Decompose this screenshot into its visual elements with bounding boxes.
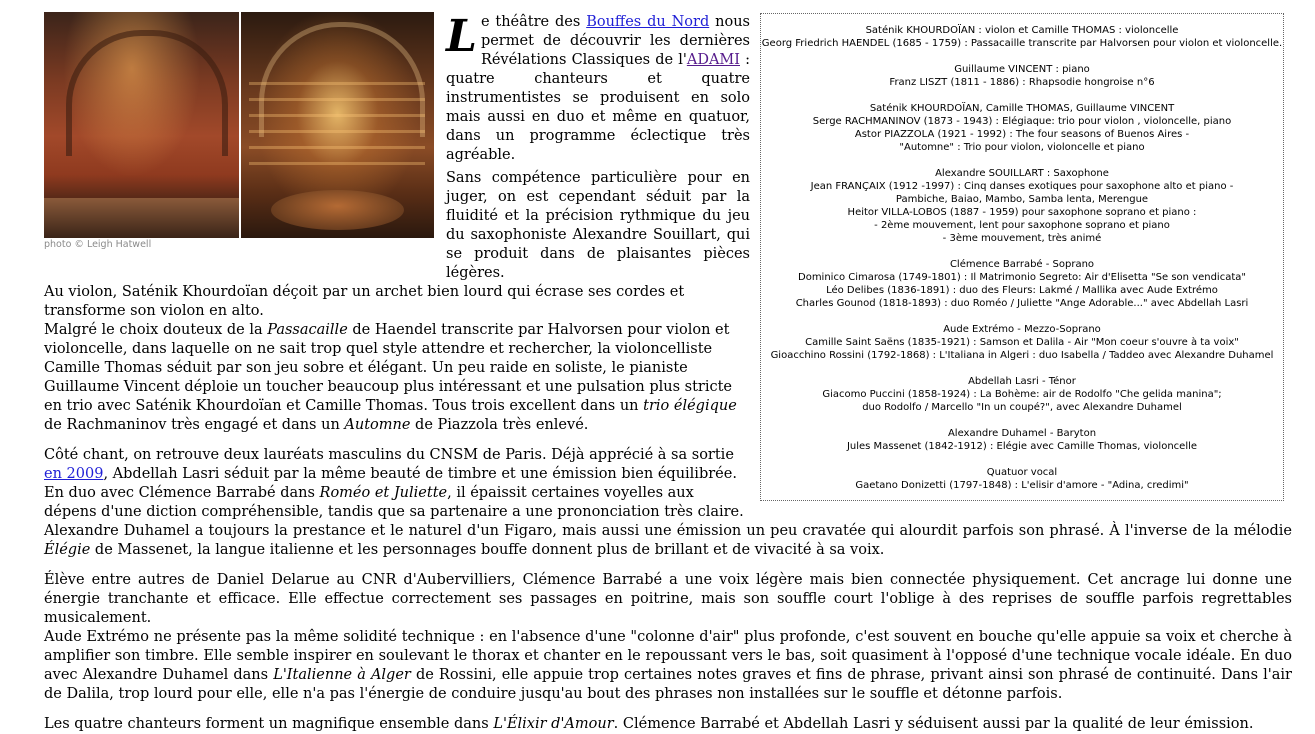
program-line: Saténik KHOURDOÏAN : violon et Camille THOMAS : violoncelle <box>865 25 1179 36</box>
adami-link[interactable]: ADAMI <box>686 52 740 68</box>
program-line: Astor PIAZZOLA (1921 - 1992) : The four seasons of Buenos Aires - <box>854 129 1190 140</box>
program-line: Abdellah Lasri - Ténor <box>968 376 1076 387</box>
program-line: Charles Gounod (1818-1893) : duo Roméo / Juliette "Ange Adorable..." avec Abdellah Lasri <box>795 298 1249 309</box>
program-line: Jean FRANÇAIX (1912 -1997) : Cinq danses exotiques pour saxophone alto et piano - <box>810 181 1234 192</box>
program-line: Jules Massenet (1842-1912) : Elégie avec Camille Thomas, violoncelle <box>846 441 1198 452</box>
program-line: duo Rodolfo / Marcello "In un coupé?", avec Alexandre Duhamel <box>862 402 1182 413</box>
program-group <box>761 167 1283 245</box>
program-line: Serge RACHMANINOV (1873 - 1943) : Elégiaque: trio pour violon , violoncelle, piano <box>812 116 1232 127</box>
program-line: Gioacchino Rossini (1792-1868) : L'Italiana in Algeri : duo Isabella / Taddeo avec Alexandre Duhamel <box>770 350 1274 361</box>
program-group <box>761 63 1283 89</box>
bouffes-du-nord-link[interactable]: Bouffes du Nord <box>586 14 710 30</box>
saxophone-paragraph: Sans compétence particulière pour en juger, on est cependant séduit par la fluidité et la précision rythmique du jeu du saxophoniste Alexandre Souillart, qui se produit dans de plaisantes pièces légères. <box>446 170 750 281</box>
program-line: Gaetano Donizetti (1797-1848) : L'elisir d'amore - "Adina, credimi" <box>855 480 1189 491</box>
photo-credit: photo © Leigh Hatwell <box>44 239 152 250</box>
program-line: Georg Friedrich HAENDEL (1685 - 1759) : Passacaille transcrite par Halvorsen pour violon et violoncelle. <box>761 38 1283 49</box>
program-line: Guillaume VINCENT : piano <box>954 64 1090 75</box>
program-group <box>761 375 1283 414</box>
violin-paragraph: Au violon, Saténik Khourdoïan déçoit par un archet bien lourd qui écrase ses cordes et transforme son violon en alto. <box>44 284 685 319</box>
program-line: Pambiche, Baiao, Mambo, Samba lenta, Merengue <box>895 194 1149 205</box>
program-group <box>761 466 1283 492</box>
barrabe-paragraph: Élève entre autres de Daniel Delarue au CNR d'Aubervilliers, Clémence Barrabé a une voix légère mais bien connectée physiquement. Cet ancrage lui donne une énergie tranchante et efficace. Elle effectue correctement ses passages en poitrine, mais son souffle court l'oblige à des reprises de souffle parfois regrettables musicalement. <box>44 572 1292 626</box>
program-line: Alexandre SOUILLART : Saxophone <box>935 168 1109 179</box>
duhamel-paragraph: Alexandre Duhamel a toujours la prestance et le naturel d'un Figaro, mais aussi une émission un peu cravatée qui alourdit parfois son phrasé. À l'inverse de la mélodie Élégie de Massenet, la langue italienne et les personnages bouffe donnent plus de brillant et de vivacité à sa voix. <box>44 523 1292 558</box>
program-line: Léo Delibes (1836-1891) : duo des Fleurs: Lakmé / Mallika avec Aude Extrémo <box>826 285 1218 296</box>
program-line: Aude Extrémo - Mezzo-Soprano <box>943 324 1101 335</box>
program-line: Quatuor vocal <box>986 467 1058 478</box>
program-group <box>761 102 1283 154</box>
program-group <box>761 427 1283 453</box>
program-line: Heitor VILLA-LOBOS (1887 - 1959) pour saxophone soprano et piano : <box>847 207 1197 218</box>
program-box <box>760 13 1284 501</box>
singers-paragraph: Côté chant, on retrouve deux lauréats masculins du CNSM de Paris. Déjà apprécié à sa sortie en 2009, Abdellah Lasri séduit par la même beauté de timbre et une émission bien équilibrée. En duo avec Clémence Barrabé dans Roméo et Juliette, il épaissit certaines voyelles aux dépens d'une diction compréhensible, tandis que sa partenaire a une prononciation très claire. <box>44 447 744 520</box>
en-2009-link[interactable]: en 2009 <box>44 466 104 482</box>
extremo-paragraph: Aude Extrémo ne présente pas la même solidité technique : en l'absence d'une "colonne d'air" plus profonde, c'est souvent en bouche qu'elle appuie sa voix et cherche à amplifier son timbre. Elle semble inspirer en soulevant le thorax et chanter en le repoussant vers le bas, soit quasiment à l'opposé d'une technique vocale idéale. En duo avec Alexandre Duhamel dans L'Italienne à Alger de Rossini, elle appuie trop certaines notes graves et fins de phrase, privant ainsi son phrasé de continuité. Dans l'air de Dalila, trop lourd pour elle, elle n'a pas l'énergie de conduire jusqu'au bout des phrases non installées sur le souffle et détonne parfois. <box>44 629 1292 702</box>
passacaille-paragraph: Malgré le choix douteux de la Passacaille de Haendel transcrite par Halvorsen pour violon et violoncelle, dans laquelle on ne sait trop quel style attendre et rechercher, la violoncelliste Camille Thomas séduit par son jeu sobre et élégant. Un peu raide en soliste, le pianiste Guillaume Vincent déploie un toucher beaucoup plus intéressant et une pulsation plus stricte en trio avec Saténik Khourdoïan et Camille Thomas. Tous trois excellent dans un trio élégique de Rachmaninov très engagé et dans un Automne de Piazzola très enlevé. <box>44 322 737 433</box>
ensemble-paragraph: Les quatre chanteurs forment un magnifique ensemble dans L'Élixir d'Amour. Clémence Barrabé et Abdellah Lasri y séduisent aussi par la qualité de leur émission. <box>44 716 1254 732</box>
program-line: Dominico Cimarosa (1749-1801) : Il Matrimonio Segreto: Air d'Elisetta "Se son vendicata" <box>798 272 1246 283</box>
program-group <box>761 323 1283 362</box>
intro-paragraph: Le théâtre des Bouffes du Nord nous permet de découvrir les dernières Révélations Classiques de l'ADAMI : quatre chanteurs et quatre instrumentistes se produisent en solo mais aussi en duo et même en quatuor, dans un programme éclectique très agréable. <box>446 11 750 163</box>
drop-cap: L <box>446 11 477 62</box>
program-group <box>761 24 1283 50</box>
program-line: Giacomo Puccini (1858-1924) : La Bohème: air de Rodolfo "Che gelida manina"; <box>822 389 1222 400</box>
program-line: Clémence Barrabé - Soprano <box>949 259 1095 270</box>
program-line: Saténik KHOURDOÏAN, Camille THOMAS, Guillaume VINCENT <box>869 103 1175 114</box>
program-line: Franz LISZT (1811 - 1886) : Rhapsodie hongroise n°6 <box>889 77 1155 88</box>
program-line: - 3ème mouvement, très animé <box>942 233 1102 244</box>
program-group <box>761 258 1283 310</box>
program-line: Camille Saint Saëns (1835-1921) : Samson et Dalila - Air "Mon coeur s'ouvre à ta voix" <box>805 337 1239 348</box>
program-line: Alexandre Duhamel - Baryton <box>947 428 1097 439</box>
program-line: "Automne" : Trio pour violon, violoncelle et piano <box>899 142 1145 153</box>
program-line: - 2ème mouvement, lent pour saxophone soprano et piano <box>874 220 1170 231</box>
